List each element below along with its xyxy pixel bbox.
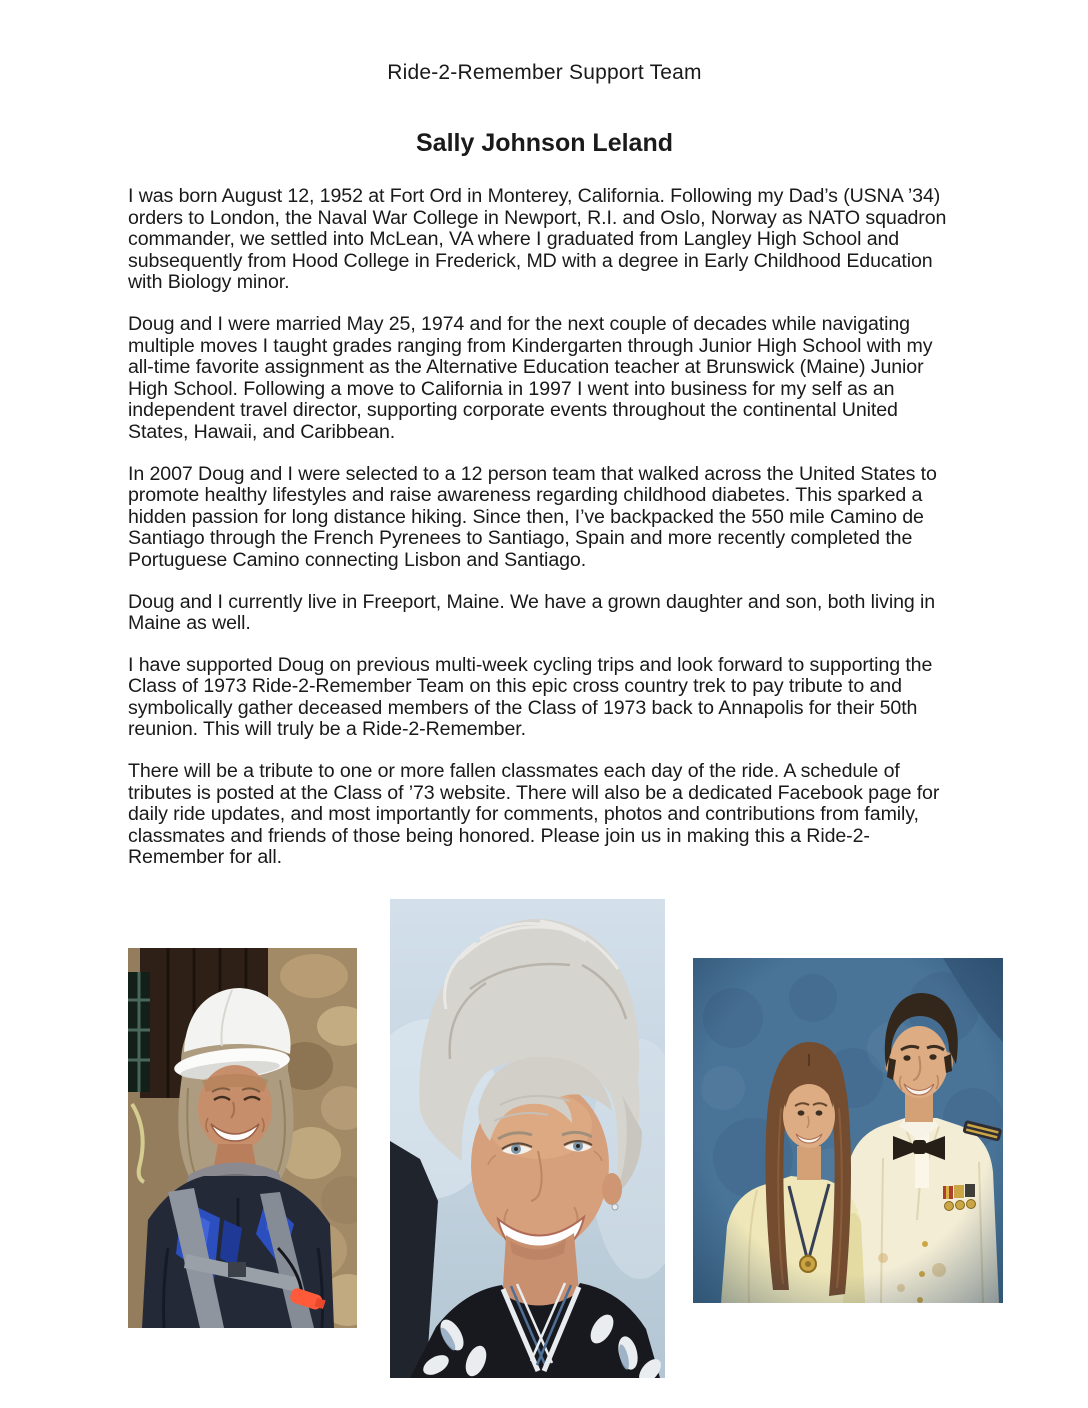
photo-sally-portrait [390,899,665,1378]
barred-window [128,972,150,1092]
face [198,1065,272,1151]
document-header: Ride-2-Remember Support Team [387,61,702,84]
bio-paragraph-2: Doug and I were married May 25, 1974 and for the next couple of decades while navigating multiple moves I taught grades ranging from Kindergarten through Junior High School with my all-time favorite assignment as the Alternative Education teacher at Brunswick (Maine) Junior High School. Following a move to California in 1997 I went into business for my self as an independent travel director, supporting corporate events throughout the continental United States, Hawaii, and Caribbean. [128,312,933,443]
page-title: Sally Johnson Leland [416,129,673,157]
bio-paragraph-4: Doug and I currently live in Freeport, Maine. We have a grown daughter and son, both living in Maine as well. [128,590,936,635]
bio-paragraph-1: I was born August 12, 1952 at Fort Ord in Monterey, California. Following my Dad’s (USNA ’34) orders to London, the Naval War College in Newport, R.I. and Oslo, Norway as NATO squadron commander, we settled into McLean, VA where I graduated from Langley High School and subsequently from Hood College in Frederick, MD with a degree in Early Childhood Education with Biology minor. [128,185,947,294]
bio-paragraph-3: In 2007 Doug and I were selected to a 12 person team that walked across the United States to promote healthy lifestyles and raise awareness regarding childhood diabetes. This sparked a hidden passion for long distance hiking. Since then, I’ve backpacked the 550 mile Camino de Santiago through the French Pyrenees to Santiago, Spain and more recently completed the Portuguese Camino connecting Lisbon and Santiago. [128,462,937,571]
photo-vintage-couple [693,958,1003,1303]
bio-paragraph-5: I have supported Doug on previous multi-week cycling trips and look forward to supporting the Class of 1973 Ride-2-Remember Team on this epic cross country trek to pay tribute to and symbolically gather deceased members of the Class of 1973 back to Annapolis for their 50th reunion. This will truly be a Ride-2-Remember. [128,653,933,741]
bio-content [128,60,961,889]
bio-paragraph-6: There will be a tribute to one or more fallen classmates each day of the ride. A schedule of tributes is posted at the Class of ’73 website. There will also be a dedicated Facebook page for daily ride updates, and most importantly for comments, photos and contributions from family, classmates and friends of those being honored. Please join us in making this a Ride-2-Remember for all. [128,760,940,869]
photo-sally-hiking [128,948,357,1328]
